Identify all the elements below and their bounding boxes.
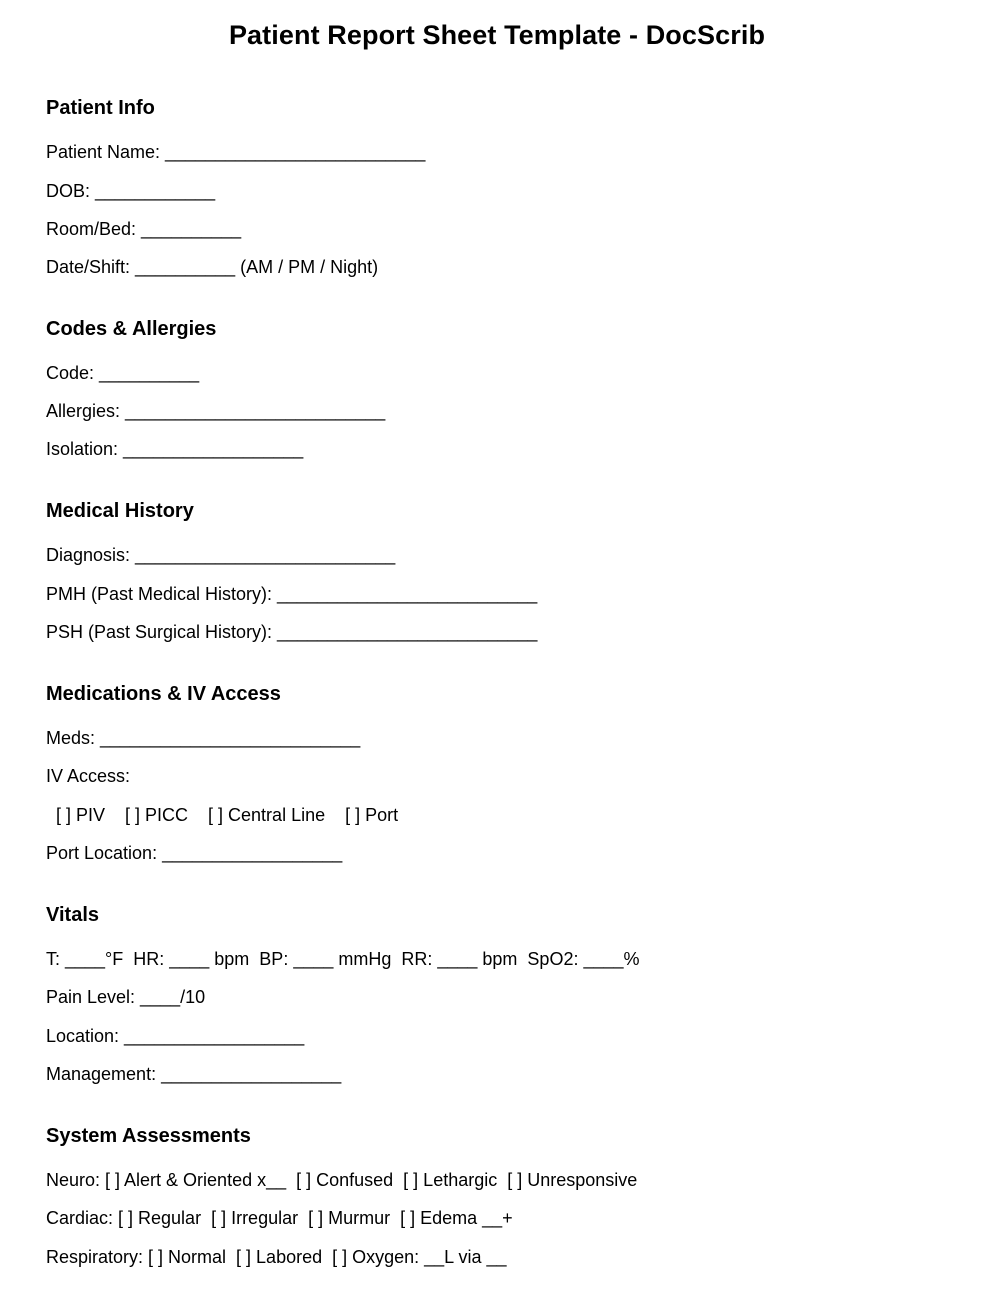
section-heading-codes-allergies: Codes & Allergies — [46, 318, 217, 340]
field-cardiac: Cardiac: [ ] Regular [ ] Irregular [ ] Murmur [ ] Edema __+ — [46, 1208, 513, 1228]
section-heading-vitals: Vitals — [46, 904, 99, 926]
field-psh: PSH (Past Surgical History): __________________________ — [46, 622, 538, 642]
section-heading-system-assessments: System Assessments — [46, 1125, 251, 1147]
section-heading-patient-info: Patient Info — [46, 97, 155, 119]
field-pain-level: Pain Level: ____/10 — [46, 987, 206, 1007]
section-heading-medications-iv: Medications & IV Access — [46, 683, 281, 705]
field-diagnosis: Diagnosis: __________________________ — [46, 545, 396, 565]
field-iv-access-label: IV Access: — [46, 766, 131, 786]
field-isolation: Isolation: __________________ — [46, 439, 304, 459]
page-title: Patient Report Sheet Template - DocScrib — [228, 20, 766, 50]
field-patient-name: Patient Name: __________________________ — [46, 142, 426, 162]
field-port-location: Port Location: __________________ — [46, 843, 343, 863]
section-heading-medical-history: Medical History — [46, 500, 194, 522]
field-respiratory: Respiratory: [ ] Normal [ ] Labored [ ] Oxygen: __L via __ — [46, 1247, 507, 1267]
iv-access-checkbox-options: [ ] PIV [ ] PICC [ ] Central Line [ ] Port — [46, 805, 399, 825]
field-pmh: PMH (Past Medical History): __________________________ — [46, 584, 538, 604]
field-allergies: Allergies: __________________________ — [46, 401, 386, 421]
field-date-shift: Date/Shift: __________ (AM / PM / Night) — [46, 257, 379, 277]
field-pain-management: Management: __________________ — [46, 1064, 342, 1084]
field-room-bed: Room/Bed: __________ — [46, 219, 242, 239]
field-code: Code: __________ — [46, 363, 200, 383]
field-neuro: Neuro: [ ] Alert & Oriented x__ [ ] Confused [ ] Lethargic [ ] Unresponsive — [46, 1170, 638, 1190]
field-dob: DOB: ____________ — [46, 181, 216, 201]
field-meds: Meds: __________________________ — [46, 728, 361, 748]
field-pain-location: Location: __________________ — [46, 1026, 305, 1046]
field-vitals-row: T: ____°F HR: ____ bpm BP: ____ mmHg RR: ____ bpm SpO2: ____% — [46, 949, 640, 969]
